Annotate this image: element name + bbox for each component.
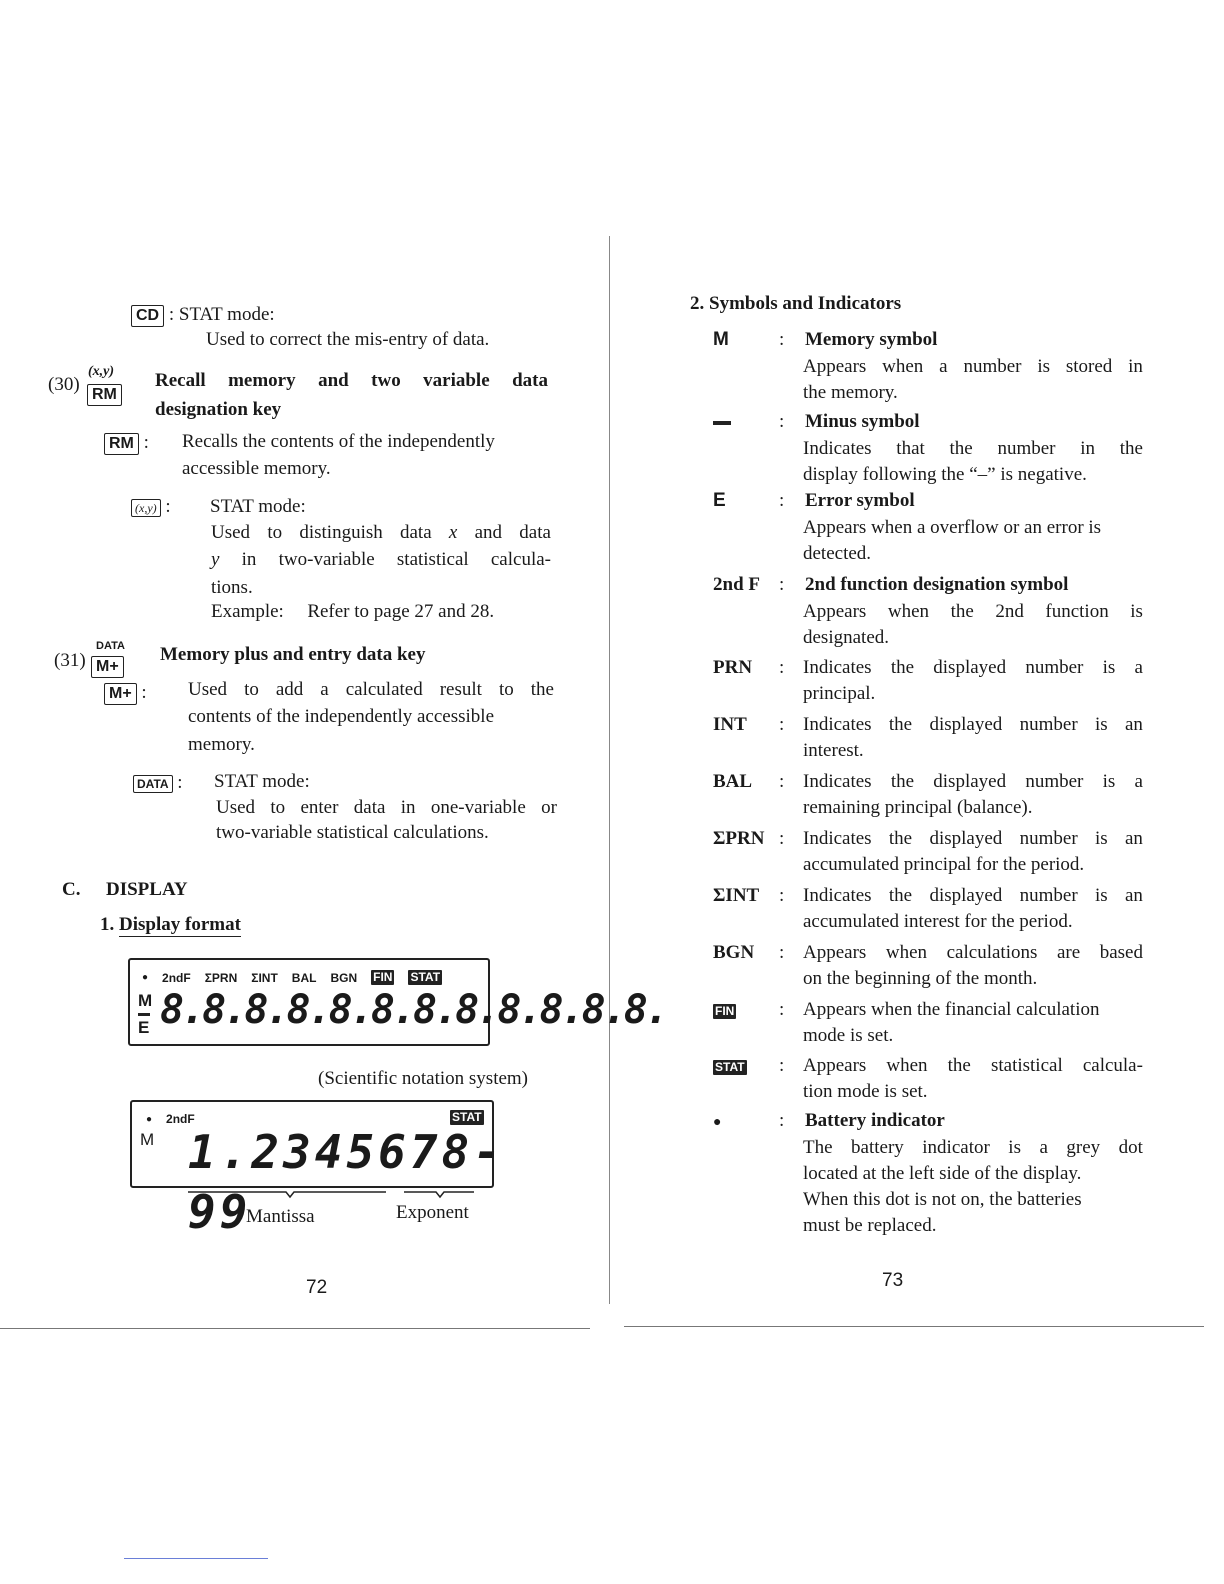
item-31-number: (31): [54, 650, 86, 671]
error-symbol: E: [138, 1018, 150, 1037]
page-gutter-line: [609, 236, 610, 1304]
description-line: principal.: [803, 683, 876, 704]
word: Indicates: [803, 438, 872, 459]
word: number: [997, 438, 1056, 459]
word: distinguish: [299, 522, 383, 543]
word: one-variable: [430, 797, 526, 818]
word: and: [474, 522, 503, 543]
word: memory: [228, 370, 296, 391]
word: is: [1102, 771, 1116, 792]
colon: :: [779, 490, 785, 511]
section-c: [62, 877, 188, 903]
colon: :: [779, 999, 785, 1020]
colon: :: [779, 828, 785, 849]
memory-symbol: M: [138, 991, 153, 1010]
example-label: Example:: [211, 601, 284, 622]
item-30-title-line1: [155, 368, 548, 394]
symbol-1: [713, 409, 731, 435]
colon: :: [779, 1110, 785, 1131]
symbols-heading: 2. Symbols and Indicators: [690, 293, 902, 314]
word: number: [1019, 828, 1078, 849]
description-line: Appears when the financial calculation: [803, 999, 1100, 1020]
item-30-number: (30): [48, 374, 80, 395]
word: a: [939, 356, 948, 377]
word: displayed: [933, 657, 1007, 678]
word: to: [498, 679, 514, 700]
word: is: [1094, 714, 1108, 735]
symbol-5: [713, 712, 747, 738]
symbol-6: [713, 769, 752, 795]
word: or: [541, 797, 557, 818]
description-line: [803, 883, 1143, 909]
description-line: Appears when a overflow or an error is: [803, 517, 1102, 538]
word: the: [888, 828, 913, 849]
word: is: [1094, 828, 1108, 849]
xy-key: (x,y): [131, 499, 161, 517]
bottom-rule-right: [624, 1326, 1204, 1327]
annunciator-stat: STAT: [410, 970, 441, 984]
description-line: [803, 436, 1143, 462]
mplus-line2: contents of the independently accessible: [188, 706, 495, 727]
symbol-title: Battery indicator: [805, 1110, 945, 1131]
symbol-title: Error symbol: [805, 490, 915, 511]
symbol-text: 2nd F: [713, 574, 760, 595]
word: Appears: [803, 1055, 867, 1076]
cd-mode: STAT mode:: [178, 304, 275, 325]
symbol-11: [713, 1053, 747, 1079]
word: Recall: [155, 370, 206, 391]
description-line: [803, 599, 1143, 625]
page-number-left: 72: [306, 1277, 328, 1298]
word: The: [803, 1137, 833, 1158]
annunciator-sprn: ΣPRN: [204, 970, 238, 985]
item-30-title-line2: designation key: [155, 399, 282, 420]
colon: :: [779, 771, 785, 792]
data-line1: [216, 795, 557, 821]
word: is: [1037, 356, 1051, 377]
display-format-heading: [100, 912, 241, 938]
word: to: [270, 797, 286, 818]
word: the: [888, 714, 913, 735]
rm-line2: accessible memory.: [182, 458, 331, 479]
word: when: [882, 356, 924, 377]
page-number-right: 73: [882, 1270, 904, 1291]
word: in: [1128, 356, 1143, 377]
display-format-figure: [128, 958, 666, 1046]
exponent-label: Exponent: [396, 1202, 469, 1223]
word: to: [267, 522, 283, 543]
symbol-text: E: [713, 490, 726, 511]
colon: :: [779, 329, 785, 350]
description-line: When this dot is not on, the batteries: [803, 1189, 1082, 1210]
rm-key: RM: [104, 433, 139, 455]
word: in: [400, 797, 416, 818]
rm-entry: RM :: [104, 430, 149, 456]
word: the: [950, 601, 974, 622]
word: calcula-: [490, 549, 551, 570]
description-line: [803, 1135, 1143, 1161]
data-mode: STAT mode:: [214, 771, 310, 792]
word: in: [1080, 438, 1095, 459]
item-31-title: Memory plus and entry data key: [160, 644, 426, 665]
mplus-key: M+: [104, 683, 137, 705]
colon: :: [779, 657, 785, 678]
description-line: tion mode is set.: [803, 1081, 928, 1102]
word: number: [1019, 714, 1078, 735]
word: displayed: [933, 771, 1007, 792]
symbol-title: Minus symbol: [805, 411, 920, 432]
word: is: [1130, 601, 1143, 622]
word: the: [890, 771, 915, 792]
colon: :: [779, 714, 785, 735]
word: an: [1125, 828, 1143, 849]
word: a: [1039, 1137, 1048, 1158]
word: the: [947, 1055, 971, 1076]
annunciator-sint: ΣINT: [251, 970, 278, 985]
word: number: [1025, 657, 1084, 678]
word: two-variable: [278, 549, 375, 570]
word: statistical: [396, 549, 469, 570]
word: result: [439, 679, 482, 700]
colon: :: [779, 942, 785, 963]
word: Appears: [803, 356, 867, 377]
symbol-8: [713, 883, 759, 909]
symbol-9: [713, 940, 754, 966]
annunciator-bal: BAL: [291, 970, 317, 985]
word: is: [1008, 1137, 1021, 1158]
xy-line3: tions.: [211, 577, 253, 598]
word: displayed: [929, 828, 1003, 849]
colon: :: [779, 1055, 785, 1076]
symbol-10: [713, 997, 736, 1023]
word: when: [887, 601, 930, 622]
variable-x: x: [448, 522, 458, 543]
display-format-number: 1.: [100, 914, 115, 935]
cd-entry: CD : STAT mode:: [131, 302, 275, 328]
word: displayed: [929, 714, 1003, 735]
xy-line2: [211, 547, 551, 573]
symbol-2: [713, 488, 726, 514]
symbol-text: PRN: [713, 657, 753, 678]
description-line: detected.: [803, 543, 872, 564]
description-line: located at the left side of the display.: [803, 1163, 1082, 1184]
xy-entry: (x,y) :: [131, 494, 171, 520]
word: when: [886, 1055, 928, 1076]
word: when: [885, 942, 928, 963]
word: Appears: [803, 601, 867, 622]
battery-dot-icon: ●: [142, 972, 149, 983]
example-text: Refer to page 27 and 28.: [307, 601, 495, 622]
cd-description: Used to correct the mis-entry of data.: [206, 329, 490, 350]
word: data: [519, 522, 551, 543]
data-line2: two-variable statistical calculations.: [216, 822, 489, 843]
description-line: on the beginning of the month.: [803, 968, 1038, 989]
word: Indicates: [803, 657, 872, 678]
battery-dot-icon: ●: [146, 1113, 153, 1125]
symbol-3: [713, 572, 760, 598]
word: number: [1019, 885, 1078, 906]
colon: :: [779, 574, 785, 595]
colon: :: [779, 885, 785, 906]
rm-line1: Recalls the contents of the independently: [182, 431, 495, 452]
annunciator-bgn: BGN: [330, 970, 358, 985]
description-line: interest.: [803, 740, 864, 761]
xy-line1: [211, 520, 551, 546]
cd-key: CD: [131, 305, 164, 327]
word: grey: [1066, 1137, 1101, 1158]
exponent-brace: [404, 1192, 474, 1197]
mplus-entry: M+ :: [104, 680, 147, 706]
symbol-text: BGN: [713, 942, 755, 963]
word: calculations: [946, 942, 1038, 963]
description-line: [803, 1053, 1143, 1079]
word: Used: [216, 797, 256, 818]
left-symbol-column: [138, 990, 152, 1039]
annunciator-fin: FIN: [373, 970, 393, 984]
item-31-key-upper: DATA: [96, 640, 125, 652]
word: calculated: [345, 679, 423, 700]
word: an: [1125, 885, 1143, 906]
symbol-title: Memory symbol: [805, 329, 938, 350]
variable-y: y: [211, 549, 220, 570]
word: Indicates: [803, 828, 872, 849]
word: are: [1056, 942, 1081, 963]
memory-symbol: M: [140, 1130, 155, 1149]
annunciator-2ndf: 2ndF: [166, 1112, 195, 1126]
minus-symbol: [138, 1013, 150, 1016]
word: 2nd: [995, 601, 1024, 622]
word: dot: [1118, 1137, 1143, 1158]
scientific-digits: 1.2345678-99: [188, 1125, 505, 1239]
word: data: [512, 370, 548, 391]
xy-mode: STAT mode:: [210, 496, 306, 517]
word: displayed: [929, 885, 1003, 906]
word: data: [353, 797, 386, 818]
description-line: remaining principal (balance).: [803, 797, 1033, 818]
word: the: [1119, 438, 1143, 459]
data-entry: DATA :: [133, 770, 183, 796]
word: Indicates: [803, 771, 872, 792]
description-line: mode is set.: [803, 1025, 894, 1046]
word: the: [888, 885, 913, 906]
word: the: [949, 438, 973, 459]
symbol-title: 2nd function designation symbol: [805, 574, 1069, 595]
mantissa-label: Mantissa: [246, 1206, 315, 1227]
annunciator-stat: STAT: [452, 1110, 482, 1124]
description-line: [803, 354, 1143, 380]
item-31-mplus-key: M+: [91, 656, 124, 678]
symbol-text: INT: [713, 714, 747, 735]
section-c-label: C.: [62, 879, 81, 900]
word: a: [1134, 771, 1143, 792]
description-line: display following the “–” is negative.: [803, 464, 1087, 485]
symbol-12: [713, 1108, 721, 1136]
word: and: [318, 370, 349, 391]
description-line: accumulated interest for the period.: [803, 911, 1073, 932]
lcd-digits: 8.8.8.8.8.8.8.8.8.8.8.8.: [160, 987, 666, 1033]
description-line: [803, 712, 1143, 738]
word: number: [963, 356, 1022, 377]
word: a: [320, 679, 329, 700]
description-line: [803, 655, 1143, 681]
symbol-text: BAL: [713, 771, 753, 792]
word: Used: [188, 679, 228, 700]
word: two: [371, 370, 401, 391]
description-line: the memory.: [803, 382, 898, 403]
word: indicator: [922, 1137, 990, 1158]
symbol-4: [713, 655, 752, 681]
word: the: [530, 679, 554, 700]
word: based: [1099, 942, 1143, 963]
word: number: [1025, 771, 1084, 792]
word: the: [890, 657, 915, 678]
annunciator-2ndf: 2ndF: [162, 970, 191, 985]
xy-example: [211, 599, 494, 625]
symbol-text: ΣINT: [713, 885, 760, 906]
word: data: [400, 522, 432, 543]
word: is: [1102, 657, 1116, 678]
display-format-title: Display format: [119, 914, 241, 935]
word: a: [1134, 657, 1143, 678]
symbol-badge: STAT: [715, 1060, 745, 1074]
symbol-badge: FIN: [715, 1004, 735, 1018]
mplus-line1: [188, 677, 554, 703]
description-line: [803, 826, 1143, 852]
word: stored: [1065, 356, 1113, 377]
word: to: [244, 679, 259, 700]
description-line: designated.: [803, 627, 890, 648]
symbol-7: [713, 826, 764, 852]
word: Used: [211, 522, 251, 543]
word: function: [1045, 601, 1109, 622]
item-30-rm-key: RM: [87, 384, 122, 406]
description-line: must be replaced.: [803, 1215, 937, 1236]
colon: :: [779, 411, 785, 432]
section-c-title: DISPLAY: [105, 879, 188, 900]
word: statistical: [990, 1055, 1063, 1076]
word: is: [1094, 885, 1108, 906]
minus-symbol-icon: [713, 421, 731, 425]
description-line: [803, 940, 1143, 966]
item-30-key-upper: (x,y): [88, 364, 115, 379]
word: Indicates: [803, 885, 872, 906]
word: add: [275, 679, 304, 700]
data-key: DATA: [133, 775, 173, 793]
symbol-0: [713, 327, 729, 353]
symbol-text: M: [713, 329, 729, 350]
bottom-accent-line: [124, 1558, 268, 1559]
word: an: [1125, 714, 1143, 735]
word: that: [896, 438, 925, 459]
battery-dot-icon: ●: [713, 1115, 722, 1130]
word: Indicates: [803, 714, 872, 735]
word: variable: [423, 370, 490, 391]
word: in: [241, 549, 257, 570]
bottom-rule-left: [0, 1328, 590, 1329]
description-line: [803, 769, 1143, 795]
word: enter: [300, 797, 339, 818]
symbol-text: ΣPRN: [713, 828, 765, 849]
word: calcula-: [1082, 1055, 1143, 1076]
mplus-line3: memory.: [188, 734, 255, 755]
scientific-caption: (Scientific notation system): [318, 1068, 529, 1089]
description-line: accumulated principal for the period.: [803, 854, 1085, 875]
word: Appears: [803, 942, 867, 963]
word: battery: [851, 1137, 904, 1158]
mantissa-brace: [188, 1192, 386, 1197]
